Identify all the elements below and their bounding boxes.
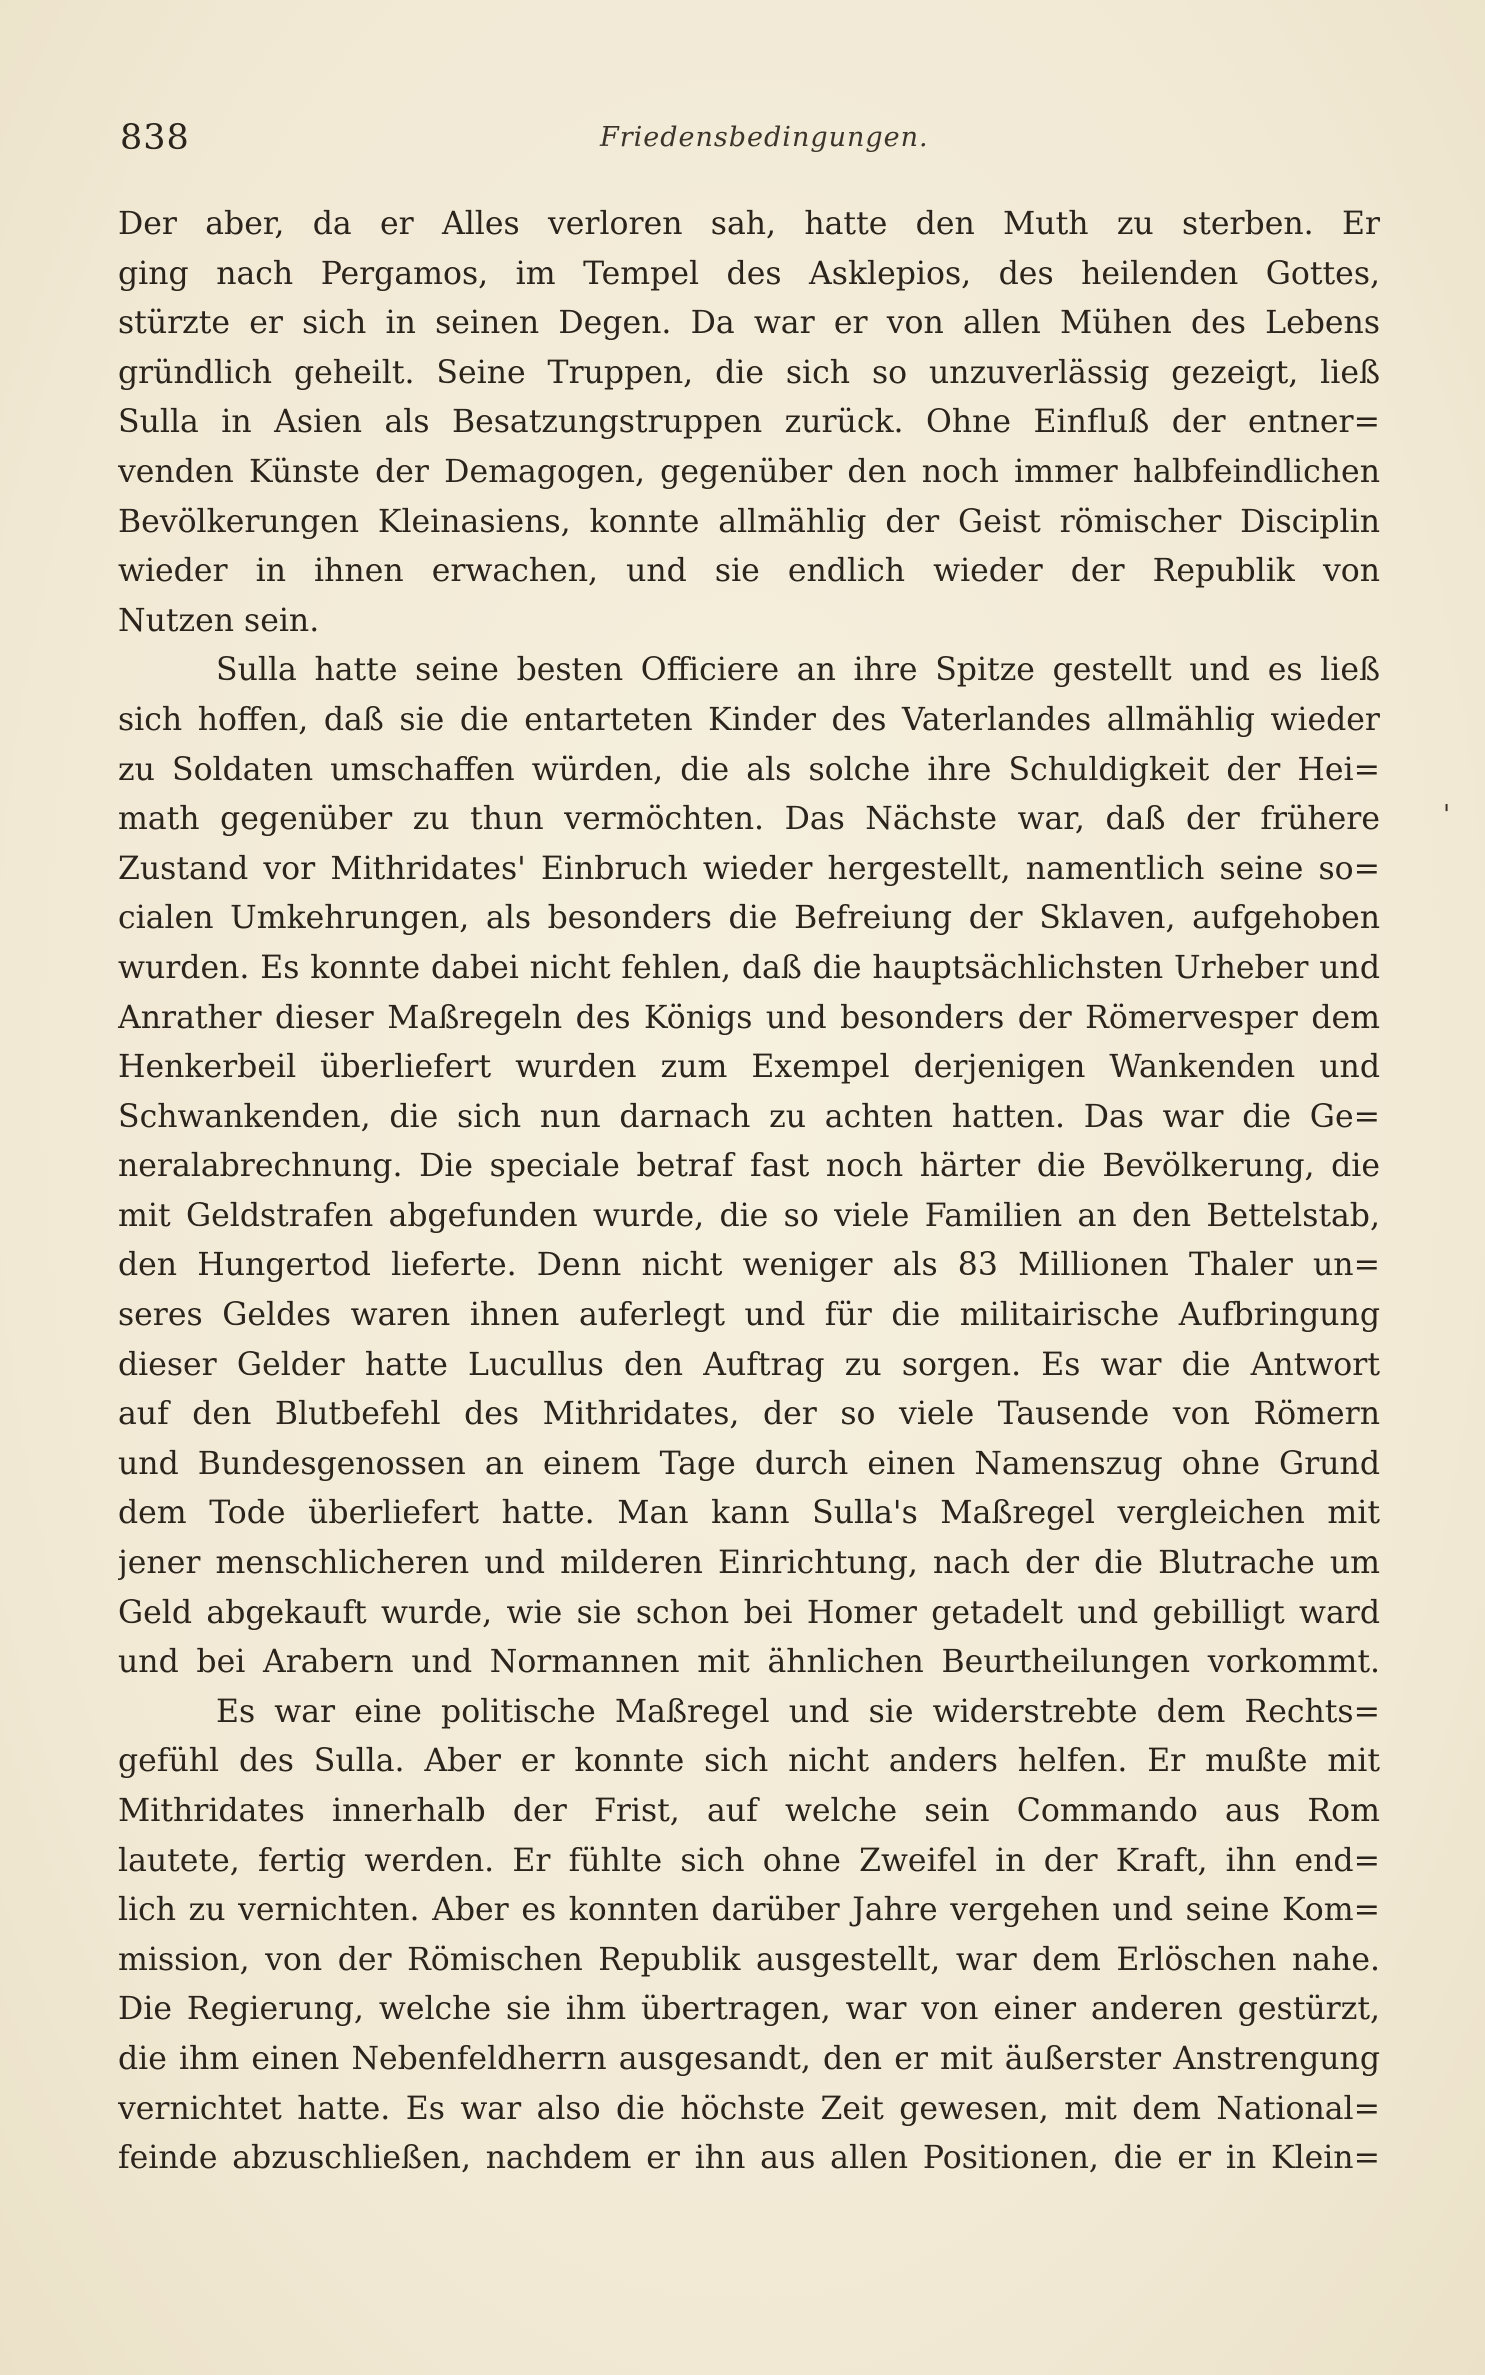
text-line: Nutzen sein. [118, 602, 320, 639]
text-line: Es war eine politische Maßregel und sie widerstrebte dem Rechts= [216, 1693, 1380, 1730]
page-number: 838 [120, 118, 190, 158]
text-line: wurden. Es konnte dabei nicht fehlen, daß die hauptsächlichsten Urheber und [118, 949, 1380, 986]
paragraph [118, 200, 1380, 646]
text-line: wieder in ihnen erwachen, und sie endlich wieder der Republik von [118, 553, 1380, 590]
text-line: Zustand vor Mithridates' Einbruch wieder hergestellt, namentlich seine so= [118, 850, 1380, 887]
text-line: Henkerbeil überliefert wurden zum Exempel derjenigen Wankenden und [118, 1049, 1380, 1086]
text-line: die ihm einen Nebenfeldherrn ausgesandt, den er mit äußerster Anstrengung [118, 2040, 1380, 2077]
text-line: und Bundesgenossen an einem Tage durch einen Namenszug ohne Grund [118, 1445, 1380, 1482]
margin-mark: ' [1443, 800, 1451, 830]
text-line: Bevölkerungen Kleinasiens, konnte allmählig der Geist römischer Disciplin [118, 503, 1380, 540]
text-line: mit Geldstrafen abgefunden wurde, die so viele Familien an den Bettelstab, [118, 1197, 1380, 1234]
text-line: zu Soldaten umschaffen würden, die als solche ihre Schuldigkeit der Hei= [118, 751, 1380, 788]
text-line: stürzte er sich in seinen Degen. Da war er von allen Mühen des Lebens [118, 305, 1380, 342]
running-head: Friedensbedingungen. [600, 122, 929, 153]
text-line: ging nach Pergamos, im Tempel des Asklepios, des heilenden Gottes, [118, 255, 1380, 292]
text-line: Anrather dieser Maßregeln des Königs und besonders der Römervesper dem [118, 999, 1380, 1036]
text-line: sich hoffen, daß sie die entarteten Kinder des Vaterlandes allmählig wieder [118, 701, 1380, 738]
text-line: Der aber, da er Alles verloren sah, hatte den Muth zu sterben. Er [118, 206, 1380, 242]
text-line: gründlich geheilt. Seine Truppen, die sich so unzuverlässig gezeigt, ließ [118, 354, 1380, 391]
paragraph [118, 646, 1380, 1687]
text-line: den Hungertod lieferte. Denn nicht weniger als 83 Millionen Thaler un= [118, 1247, 1380, 1284]
text-line: Sulla hatte seine besten Officiere an ihre Spitze gestellt und es ließ [216, 652, 1380, 689]
text-line: lautete, fertig werden. Er fühlte sich ohne Zweifel in der Kraft, ihn end= [118, 1842, 1380, 1879]
text-line: dieser Gelder hatte Lucullus den Auftrag zu sorgen. Es war die Antwort [118, 1346, 1380, 1383]
text-line: venden Künste der Demagogen, gegenüber den noch immer halbfeindlichen [118, 453, 1380, 490]
text-line: vernichtet hatte. Es war also die höchste Zeit gewesen, mit dem National= [118, 2090, 1380, 2127]
paragraph [118, 1688, 1380, 2184]
text-line: auf den Blutbefehl des Mithridates, der so viele Tausende von Römern [118, 1396, 1380, 1433]
text-line: und bei Arabern und Normannen mit ähnlichen Beurtheilungen vorkommt. [118, 1644, 1380, 1681]
text-line: neralabrechnung. Die speciale betraf fast noch härter die Bevölkerung, die [118, 1148, 1380, 1185]
text-line: feinde abzuschließen, nachdem er ihn aus allen Positionen, die er in Klein= [118, 2140, 1380, 2177]
text-line: Die Regierung, welche sie ihm übertragen, war von einer anderen gestürzt, [118, 1991, 1380, 2028]
text-line: seres Geldes waren ihnen auferlegt und für die militairische Aufbringung [118, 1297, 1380, 1334]
text-line: Sulla in Asien als Besatzungstruppen zurück. Ohne Einfluß der entner= [118, 404, 1380, 441]
text-line: Schwankenden, die sich nun darnach zu achten hatten. Das war die Ge= [118, 1098, 1380, 1135]
text-line: math gegenüber zu thun vermöchten. Das Nächste war, daß der frühere [118, 801, 1380, 838]
text-line: gefühl des Sulla. Aber er konnte sich nicht anders helfen. Er mußte mit [118, 1743, 1380, 1780]
body-text [118, 200, 1380, 2184]
text-line: Mithridates innerhalb der Frist, auf welche sein Commando aus Rom [118, 1793, 1380, 1829]
page-header [120, 118, 1380, 168]
text-line: Geld abgekauft wurde, wie sie schon bei Homer getadelt und gebilligt ward [118, 1594, 1380, 1631]
text-line: dem Tode überliefert hatte. Man kann Sulla's Maßregel vergleichen mit [118, 1495, 1380, 1532]
text-line: jener menschlicheren und milderen Einrichtung, nach der die Blutrache um [118, 1545, 1380, 1582]
text-line: lich zu vernichten. Aber es konnten darüber Jahre vergehen und seine Kom= [118, 1892, 1380, 1929]
text-line: cialen Umkehrungen, als besonders die Befreiung der Sklaven, aufgehoben [118, 900, 1380, 937]
text-line: mission, von der Römischen Republik ausgestellt, war dem Erlöschen nahe. [118, 1941, 1380, 1978]
